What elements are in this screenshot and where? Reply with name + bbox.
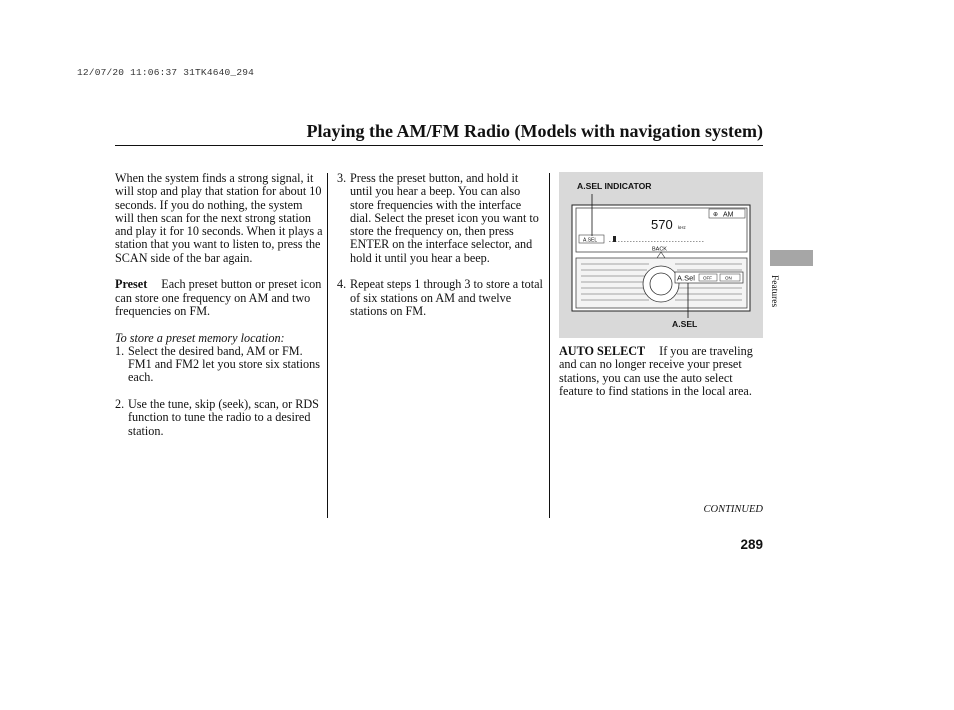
on-text: ON bbox=[725, 275, 732, 281]
asel-indicator-text: A.SEL bbox=[583, 237, 598, 244]
step-text: Select the desired band, AM or FM. FM1 and FM2 let you store six stations each. bbox=[128, 343, 320, 385]
antenna-icon: ⊕ bbox=[713, 212, 719, 218]
tuning-marker bbox=[613, 236, 616, 242]
column-divider-2 bbox=[549, 173, 550, 518]
column-middle bbox=[337, 172, 543, 318]
preset-description: Each preset button or preset icon can store one frequency on AM and two frequencies on FM. bbox=[115, 277, 322, 318]
asel-button-callout: A.SEL bbox=[672, 319, 698, 329]
step-text: Repeat steps 1 through 3 to store a total of six stations on AM and twelve stations on FM. bbox=[350, 277, 543, 318]
column-left bbox=[115, 172, 323, 438]
off-text: OFF bbox=[703, 275, 712, 281]
step-item bbox=[337, 278, 543, 318]
asel-button-text: A.Sel bbox=[677, 273, 695, 283]
print-timestamp: 12/07/20 11:06:37 31TK4640_294 bbox=[77, 67, 255, 78]
continued-note: CONTINUED bbox=[703, 504, 763, 515]
step-item bbox=[115, 345, 323, 385]
section-label: Features bbox=[769, 275, 779, 308]
store-preset-heading: To store a preset memory location: bbox=[115, 330, 285, 345]
radio-display-illustration bbox=[559, 172, 763, 338]
auto-select-term: AUTO SELECT bbox=[559, 344, 646, 358]
step-item bbox=[337, 172, 543, 265]
back-text: BACK bbox=[652, 246, 667, 253]
radio-panel-drawing bbox=[559, 172, 763, 338]
scan-paragraph: When the system finds a strong signal, it will stop and play that station for about 10 seconds. If you do nothing, the system will then scan for the next strong station and play it for 10 seconds. When it plays a station that you want to listen to, press the SCAN side of the bar again. bbox=[115, 171, 323, 265]
title-divider bbox=[115, 145, 763, 146]
step-number: 4. bbox=[337, 277, 347, 292]
preset-paragraph bbox=[115, 278, 323, 318]
column-divider-1 bbox=[327, 173, 328, 518]
auto-select-description: If you are traveling and can no longer receive your preset stations, you can use the auto select feature to find stations in the local area. bbox=[559, 344, 753, 398]
step-text: Press the preset button, and hold it until you hear a beep. You can also store frequencies with the interface dial. Select the preset icon you want to store the frequency on, then press ENTER on the interface selector, and hold it until you hear a beep. bbox=[350, 171, 539, 265]
page-title: Playing the AM/FM Radio (Models with navigation system) bbox=[306, 121, 763, 141]
page-number: 289 bbox=[740, 537, 763, 552]
preset-term: Preset bbox=[115, 277, 148, 292]
band-text: AM bbox=[723, 211, 734, 219]
asel-indicator-callout: A.SEL INDICATOR bbox=[577, 181, 652, 191]
frequency-unit: kHz bbox=[678, 225, 686, 230]
interface-dial-inner bbox=[650, 273, 672, 295]
auto-select-paragraph bbox=[559, 345, 763, 398]
step-text: Use the tune, skip (seek), scan, or RDS function to tune the radio to a desired station. bbox=[128, 397, 319, 438]
step-number: 2. bbox=[115, 397, 125, 412]
section-tab bbox=[770, 250, 813, 266]
column-right bbox=[559, 345, 763, 398]
step-item bbox=[115, 398, 323, 438]
step-number: 3. bbox=[337, 171, 347, 185]
step-number: 1. bbox=[115, 343, 125, 358]
frequency-text: 570 bbox=[651, 217, 673, 232]
